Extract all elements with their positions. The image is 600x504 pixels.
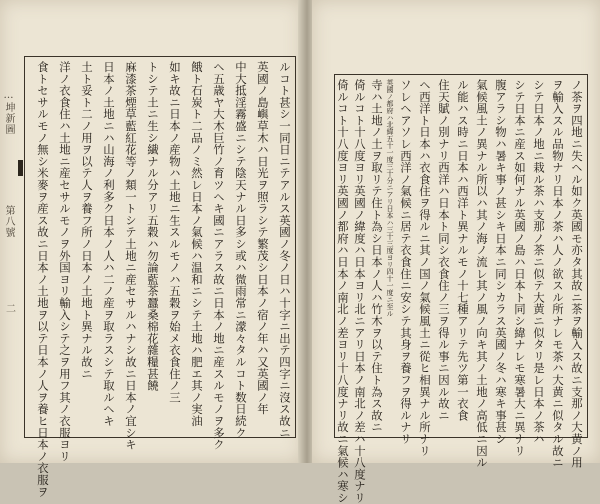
text-column: 餓ト石炭ト二品ノミ然レ日本ノ氣候ハ温和ニシテ土地ハ肥エ其ノ実油 bbox=[190, 61, 204, 427]
page-margin-title: …坤新圖 bbox=[3, 90, 14, 135]
text-column: ソレヘアソレ西洋ノ氣候ニ居テ衣食住ニ安シテ其身ヲ養フヲ得ルナリ bbox=[399, 79, 413, 445]
text-column: 住天賦ノ別ナリ西洋ハ日本ト同シ衣食住ノ三ヲ得ル事ニ因ル故ニ bbox=[437, 79, 451, 422]
text-column: ルコト甚シ一同日ニテアルス英國ノ冬ノ日ハ十字ニ出テ四字ニ沒ス故ニ bbox=[278, 61, 292, 439]
text-column: ヘ西洋ト日本ハ衣食住ヲ得ルニ其ノ国ノ氣候風土ニ從ヒ相異ナル所ナリ bbox=[418, 79, 432, 457]
text-column: 洋ノ衣食住ハ土地ニ産セサルモノヲ外国ヨリ輸入シテ之ヲ用フ其ノ衣服ヨリ bbox=[58, 61, 72, 463]
text-column: 麻漆茶煙草藍紅花等ノ類一トシテ土地ニ産セサルハナシ故ニ日本ノ宜シキ bbox=[124, 61, 138, 451]
text-column: シテ日本ニ産ス如何ナル英國ノ島ハ日本ト同シ緯ナレモ寒暑大ニ異ナリ bbox=[513, 79, 527, 457]
text-column: シテ日本ノ地ニ栽ル茶ハ支那ノ茶ニ似テ大黄ニ似タリ是レ日本ノ茶ハ bbox=[532, 79, 546, 445]
text-column: 日本ノ土地ニハ山海ノ利多ク日本ノ人ハ二ノ産ヲ取ラスシテ取ルヘキ bbox=[102, 61, 116, 427]
text-column: ノ茶ヲ四地ニ失ヘル如ク英國モ亦タ其故ニ茶ヲ輸入ス故ニ支那ノ大黄ノ用 bbox=[570, 79, 584, 469]
text-column: 土ト妥ト二ノ用ヲ以テ人ヲ養フ所ノ日本ノ土地ト異ナル故ニ bbox=[80, 61, 94, 380]
text-column: トシテ土ニ生シ繊ナル分アリ五穀ハ勿論藍茶蠶桑棉花雜糧甚饒 bbox=[146, 61, 160, 392]
text-column: 如キ故ニ日本ノ産物ハ土地ニ生スルモノハ五穀ヲ始メ衣食住ノ三 bbox=[168, 61, 182, 404]
text-column: ル能ハス時ニ日本ハ西洋ト異ナルモノ十七種アリテ先ツ第一衣食 bbox=[456, 79, 470, 422]
text-column: ヘ五歳ヤ大木巨竹ノ育ツヘキ國ニアラス故ニ日本ノ地ニ産スルモノヲ多ク bbox=[212, 61, 226, 451]
text-column: 食トセサルモノ無シ米麥ヲ産ス故ニ日本ノ土地ヲ以テ日本ノ人ヲ養ヒ日本ノ衣服ヲ bbox=[36, 61, 50, 498]
page-number: 二 bbox=[6, 304, 16, 315]
right-page bbox=[312, 0, 600, 504]
text-column: 氣候風土ノ異ナル所以ハ其ノ海ノ流レ其ノ風ノ向キ其ノ土地ノ高低ニ因ル bbox=[475, 79, 489, 469]
page-margin-volume: 第八號 bbox=[3, 205, 14, 238]
text-frame-left bbox=[24, 56, 296, 498]
text-column: ヲ輸入スル品物ナリ日本ノ茶ハ人ノ欲スル所ナレモ茶ハ大黄ニ似タル故ニ bbox=[551, 79, 565, 469]
text-column: 倚ルコト十八度ヨリ英國ノ緯度ハ日本ヨリ北ニアリ日本ノ南北ノ差ハ十八度ナリ bbox=[353, 79, 367, 504]
text-column: 英國ノ島嶼草木ハ日光ヲ照ラシテ繁茂シ日本ノ宿ノ年ハ又英國ノ年 bbox=[256, 61, 270, 415]
left-page bbox=[0, 0, 302, 498]
text-column: 腹アラシ物ハ暑キ事ノ甚シキ日本ニ同シカラス英國ノ冬ハ寒キ事甚シ bbox=[494, 79, 508, 445]
small-note: 英國ノ都府ハ北緯五十一度三十分ニアリ日本ハ三十三度ヨリ四十一度ニ至ル bbox=[386, 79, 394, 317]
text-column: 中大抵淫霧盛ニシテ陰天ナル日多シ或ハ微雨常ニ濛々タルコト数日続ク bbox=[234, 61, 248, 439]
text-column: 倚ルコト十八度ヨリ英國ノ都府ハ日本ノ南北ノ差ヨリ十八度ナリ故ニ氣候ハ寒シ bbox=[336, 79, 350, 504]
text-frame-right bbox=[334, 74, 588, 504]
text-column: 寺ハ土地ノ土ヲ取リテ住ト為シ日本ノ人ハ竹木ヲ以テ住ト為ス故ニ bbox=[370, 79, 384, 433]
margin-marker bbox=[18, 160, 23, 176]
